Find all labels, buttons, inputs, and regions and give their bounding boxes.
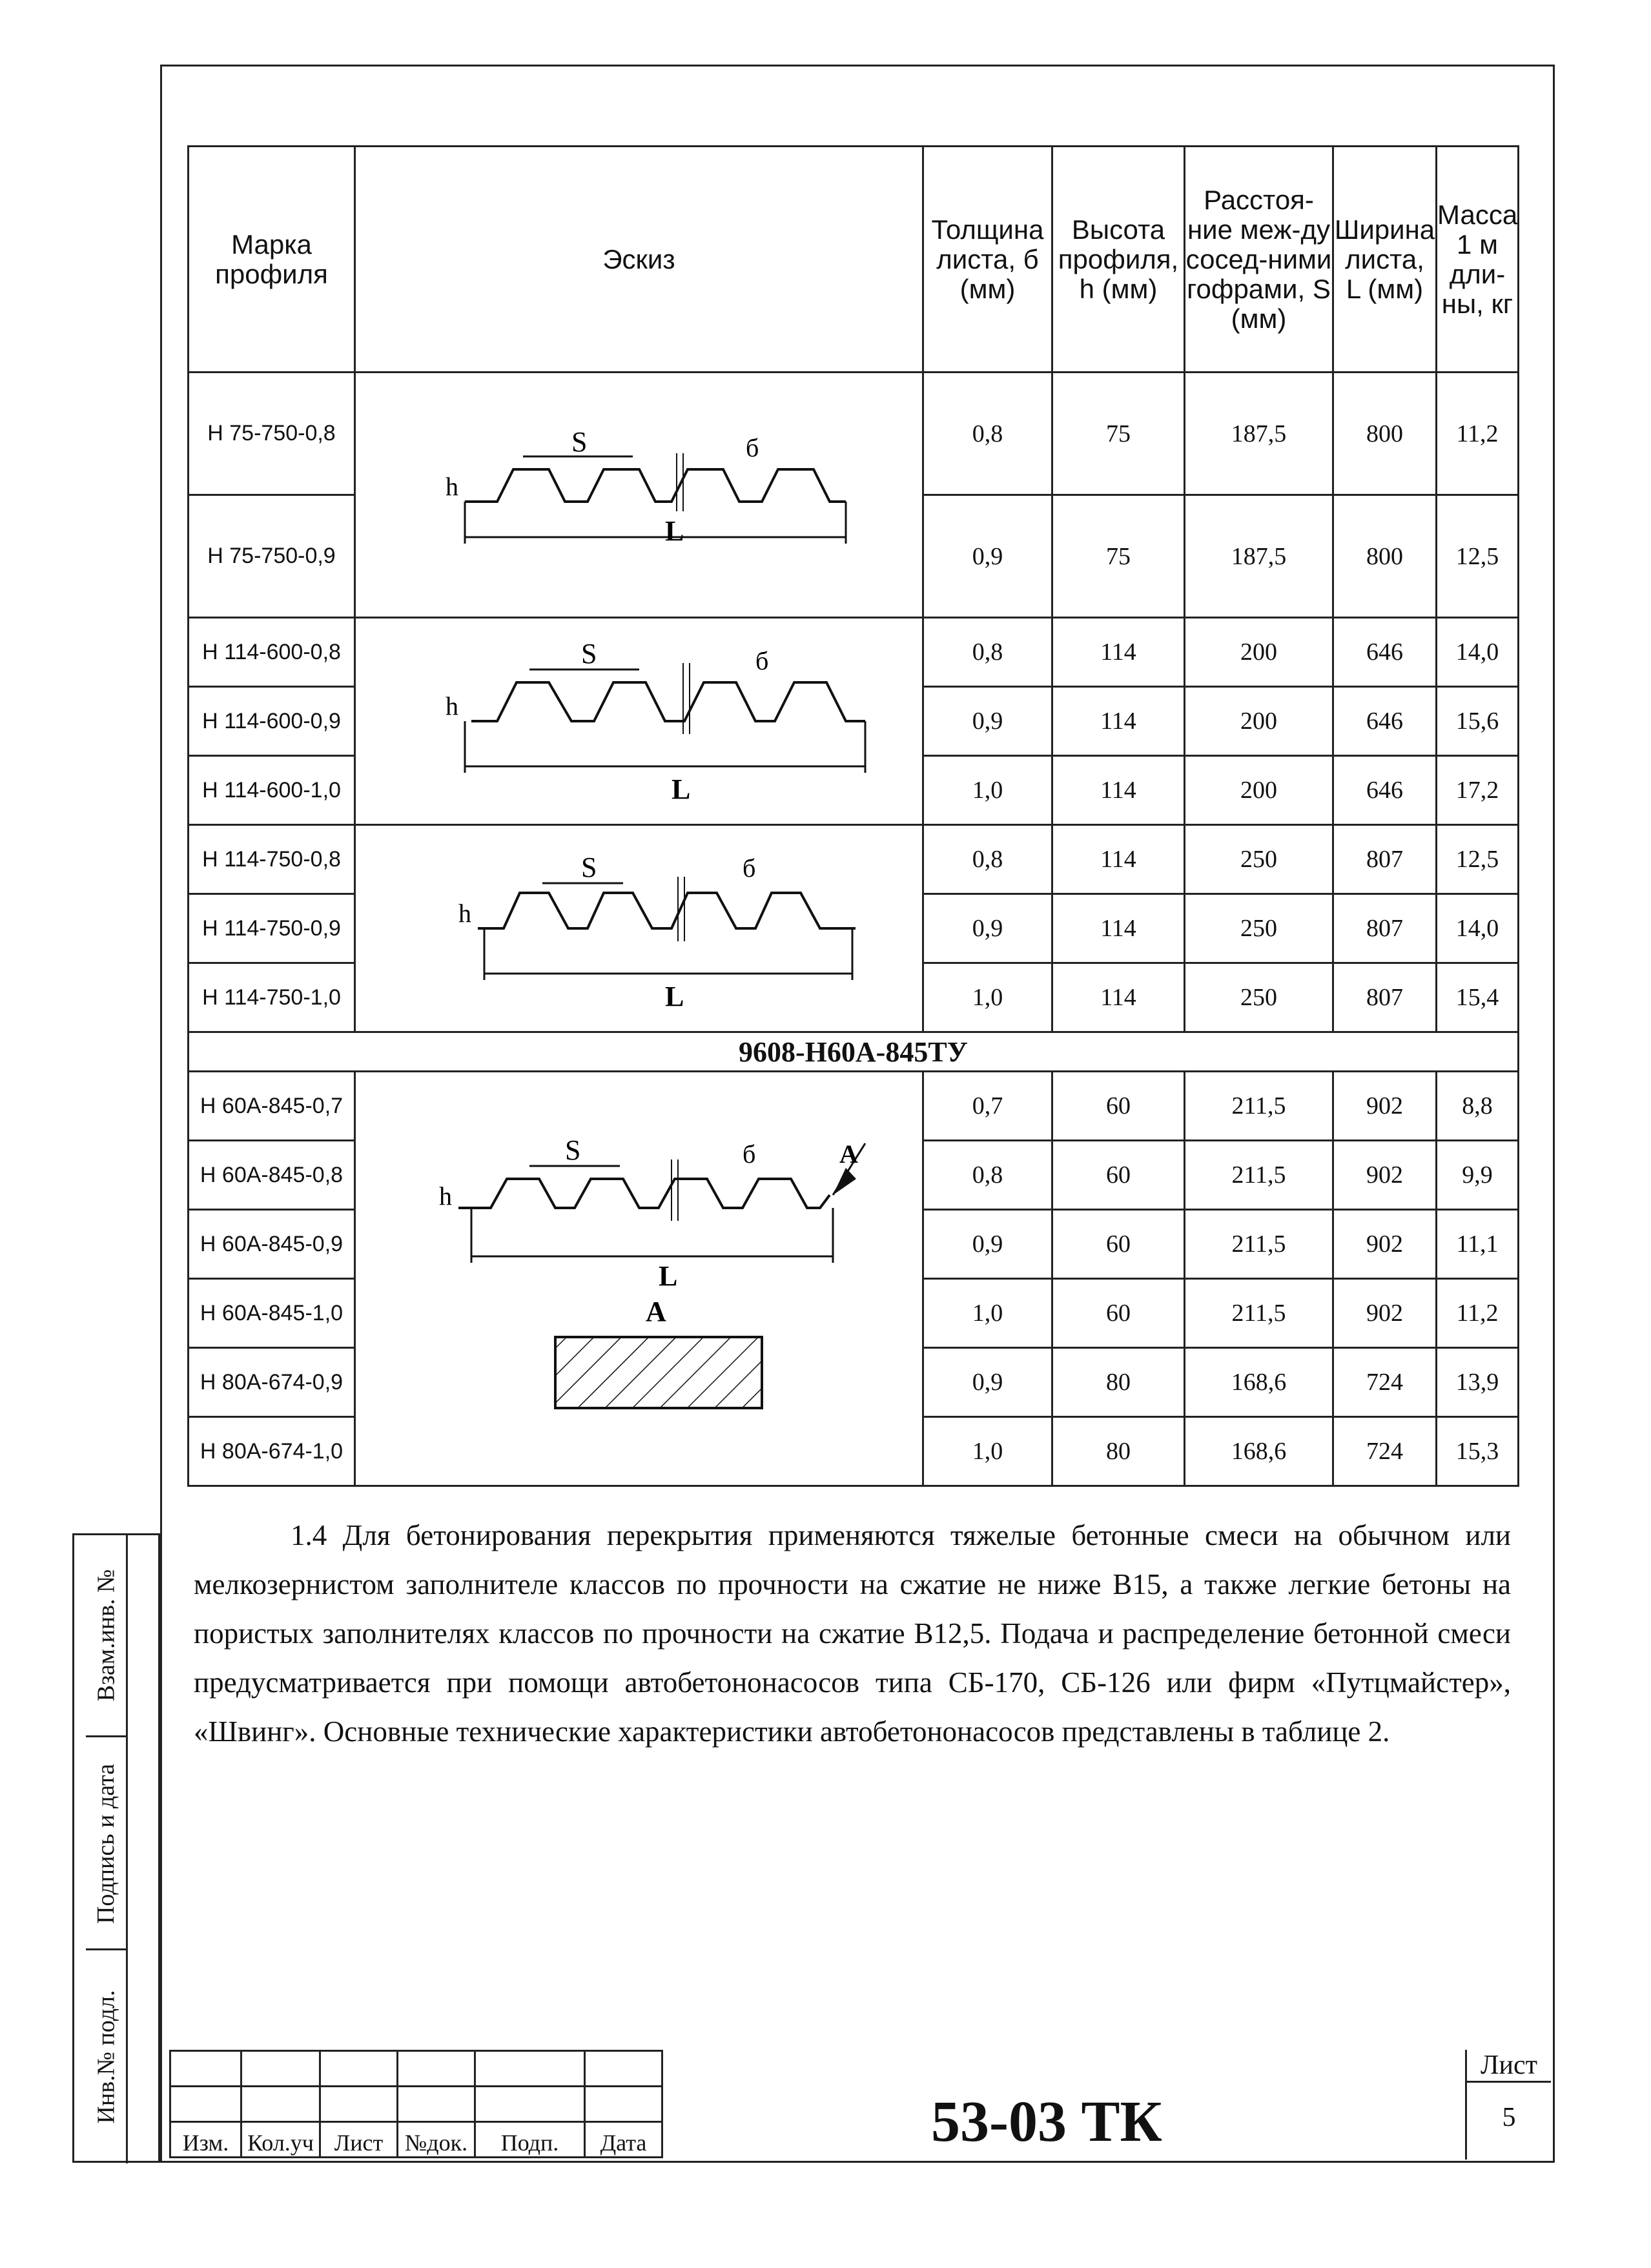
table-row: Н 114-750-0,9 0,9 114 250 807 14,0 (189, 894, 1519, 963)
svg-text:h: h (445, 691, 458, 720)
table-row: Н 80А-674-0,9 0,9 80 168,6 724 13,9 (189, 1348, 1519, 1417)
tu-row (189, 1032, 1519, 1072)
svg-text:б: б (742, 1139, 755, 1169)
sketch-h114-750 (355, 825, 923, 1032)
table-header-row (189, 147, 1519, 373)
svg-text:L: L (658, 1260, 677, 1292)
sheet-number: 5 (1502, 2103, 1516, 2132)
header-width: Ширина листа, L (мм) (1333, 147, 1437, 373)
sketch-l: L (664, 515, 684, 547)
svg-text:A: A (839, 1139, 858, 1169)
svg-text:S: S (580, 852, 597, 883)
revision-grid (169, 2050, 663, 2158)
table-row: Н 114-600-1,0 1,0 114 200 646 17,2 (189, 756, 1519, 825)
table-row: Н 60А-845-0,7 S L h б A A 0,7 60 211,5 902 8,8 (189, 1072, 1519, 1141)
profile-sketch-icon (394, 832, 885, 1025)
side-label-podp: Подпись и дата (86, 1735, 128, 1950)
svg-text:б: б (742, 853, 755, 883)
svg-text:A: A (645, 1295, 666, 1327)
side-label-zam: Взам.инв. № (86, 1535, 128, 1735)
tu-label: 9608-Н60А-845ТУ (189, 1032, 1519, 1072)
table-row: Н 114-600-0,8 S L h б 0,8 114 200 646 14,0 (189, 618, 1519, 687)
table-row: Н 80А-674-1,0 1,0 80 168,6 724 15,3 (189, 1417, 1519, 1486)
title-block (169, 2050, 1551, 2160)
svg-text:h: h (438, 1181, 452, 1211)
svg-text:L: L (671, 773, 690, 805)
table-row: Н 114-750-0,8 S L h б 0,8 114 250 807 12,5 (189, 825, 1519, 894)
svg-text:L: L (664, 981, 684, 1012)
header-thickness: Толщина листа, б (мм) (923, 147, 1052, 373)
table-row: Н 114-750-1,0 1,0 114 250 807 15,4 (189, 963, 1519, 1032)
header-distance: Расстоя-ние меж-ду сосед-ними гофрами, S (мм) (1185, 147, 1333, 373)
sketch-h60a (355, 1072, 923, 1486)
sketch-s: S (571, 425, 587, 458)
table-row: Н 114-600-0,9 0,9 114 200 646 15,6 (189, 687, 1519, 756)
side-stamp (72, 1533, 160, 2163)
side-label-inv: Инв.№ подл. (86, 1948, 128, 2163)
header-height: Высота профиля, h (мм) (1052, 147, 1185, 373)
sketch-h114-600 (355, 618, 923, 825)
profile-sketch-icon (394, 424, 885, 566)
profile-sketch-icon (394, 624, 885, 818)
revision-header-row: Изм. Кол.уч Лист №док. Подп. Дата (170, 2122, 662, 2158)
table-row: Н 75-750-0,8 S L h б 0,8 75 187,5 800 11,2 (189, 373, 1519, 495)
table-row: Н 75-750-0,9 0,9 75 187,5 800 12,5 (189, 495, 1519, 618)
sheet-box (1465, 2050, 1551, 2160)
table-row: Н 60А-845-0,8 0,8 60 211,5 902 9,9 (189, 1141, 1519, 1210)
body-paragraph: 1.4 Для бетонирования перекрытия применяются тяжелые бетонные смеси на обычном или мелкозернистом заполнителе классов по прочности на сжатие не ниже В15, а также легкие бетоны на пористых заполнителях классов по прочности на сжатие В12,5. Подача и распределение бетонной смеси предусматривается при помощи автобетононасосов типа СБ-170, СБ-126 или фирм «Путцмайстер», «Швинг». Основные технические характеристики автобетононасосов представлены в таблице 2. (194, 1519, 1511, 1748)
table-row: Н 60А-845-0,9 0,9 60 211,5 902 11,1 (189, 1210, 1519, 1279)
svg-text:S: S (564, 1134, 580, 1166)
svg-text:h: h (458, 899, 471, 928)
svg-text:S: S (580, 638, 597, 669)
sketch-h: h (445, 471, 458, 501)
profile-sketch-icon (394, 1098, 885, 1460)
table-row: Н 60А-845-1,0 1,0 60 211,5 902 11,2 (189, 1279, 1519, 1348)
sheet-label: Лист (1467, 2050, 1551, 2083)
document-number: 53-03 ТК (931, 2090, 1162, 2154)
profile-table (187, 145, 1519, 1487)
sketch-b: б (745, 433, 759, 462)
header-mark: Марка профиля (189, 147, 355, 373)
sketch-h75 (355, 373, 923, 618)
svg-text:б: б (755, 646, 768, 675)
header-mass: Масса 1 м дли-ны, кг (1437, 147, 1519, 373)
header-sketch: Эскиз (355, 147, 923, 373)
